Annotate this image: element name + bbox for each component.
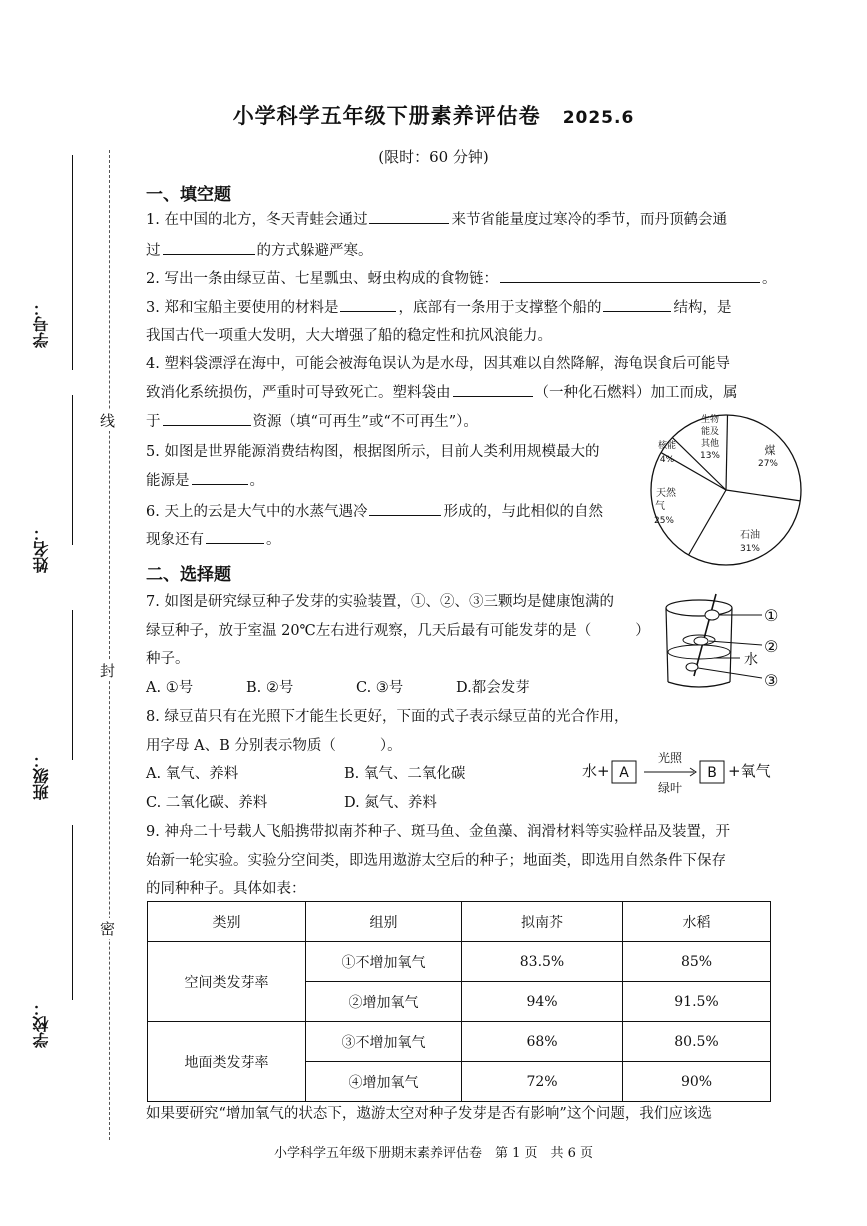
q6-text: 。 bbox=[266, 532, 281, 548]
pie-pct-oil: 31% bbox=[739, 544, 761, 554]
seal-char-seal: 封 bbox=[100, 662, 116, 680]
title-text: 小学科学五年级下册素养评估卷 bbox=[232, 103, 541, 128]
q6-blank2[interactable] bbox=[206, 527, 264, 544]
q1-text: 的方式躲避严寒。 bbox=[256, 243, 373, 259]
q9-line3: 的同种种子。具体如表： bbox=[146, 881, 306, 897]
beaker-label-water: 水 bbox=[744, 652, 758, 668]
q2-text: 。 bbox=[761, 271, 777, 287]
q8-option-b[interactable]: B. 氧气、二氧化碳 bbox=[344, 766, 466, 782]
page-title bbox=[0, 100, 867, 130]
beaker-label-1: ① bbox=[764, 606, 779, 625]
pie-label-nuclear: 核能 bbox=[657, 441, 677, 451]
formula-water: 水+ bbox=[582, 762, 610, 780]
q1-line1 bbox=[146, 204, 727, 237]
q3-text: ，底部有一条用于支撑整个船的 bbox=[398, 300, 602, 316]
q7-line3: 种子。 bbox=[146, 651, 190, 667]
q4-text: （一种化石燃料）加工而成，属 bbox=[534, 385, 738, 401]
pie-pct-nuclear: 4% bbox=[659, 455, 675, 465]
table-cell: 80.5% bbox=[623, 1022, 771, 1062]
q1-blank1[interactable] bbox=[369, 207, 449, 224]
q4-text: 致消化系统损伤，严重时可导致死亡。塑料袋由 bbox=[146, 385, 451, 401]
beaker-label-2: ② bbox=[764, 637, 779, 656]
pie-pct-bio: 13% bbox=[699, 451, 721, 461]
section1-heading: 一、填空题 bbox=[146, 185, 231, 205]
q7-option-a[interactable]: A. ①号 bbox=[146, 680, 194, 696]
q1-text: 来节省能量度过寒冷的季节，而丹顶鹤会通 bbox=[451, 212, 727, 228]
binding-line bbox=[72, 155, 73, 370]
table-category: 空间类发芽率 bbox=[148, 942, 306, 1022]
beaker-label-3: ③ bbox=[764, 671, 779, 690]
q8-line1: 8. 绿豆苗只有在光照下才能生长更好，下面的式子表示绿豆苗的光合作用， bbox=[146, 709, 629, 725]
energy-pie-chart bbox=[646, 408, 806, 568]
seal-line bbox=[109, 150, 111, 1140]
q6-text: 6. 天上的云是大气中的水蒸气遇冷 bbox=[146, 504, 368, 520]
pie-label-oil: 石油 bbox=[740, 530, 760, 541]
binding-line bbox=[72, 395, 73, 545]
page-footer: 小学科学五年级下册期末素养评估卷 第 1 页 共 6 页 bbox=[273, 1146, 594, 1161]
table-header: 拟南芥 bbox=[462, 902, 623, 942]
student-no-label: 学号： bbox=[32, 300, 51, 348]
q3-text: 结构，是 bbox=[673, 300, 732, 316]
q2-blank[interactable] bbox=[500, 266, 760, 283]
formula-oxygen: +氧气 bbox=[728, 762, 771, 780]
q7-option-c[interactable]: C. ③号 bbox=[356, 680, 404, 696]
table-cell: 94% bbox=[462, 982, 623, 1022]
seal-char-line: 线 bbox=[100, 412, 116, 430]
q4-text: 于 bbox=[146, 414, 161, 430]
q7-line1: 7. 如图是研究绿豆种子发芽的实验装置，①、②、③三颗均是健康饱满的 bbox=[146, 594, 614, 610]
table-cell: ③不增加氧气 bbox=[306, 1022, 462, 1062]
q3-line2: 我国古代一项重大发明，大大增强了船的稳定性和抗风浪能力。 bbox=[146, 328, 552, 344]
q5-text: 。 bbox=[249, 473, 264, 489]
q4-line1: 4. 塑料袋漂浮在海中，可能会被海龟误认为是水母，因其难以自然降解，海龟误食后可能导 bbox=[146, 356, 730, 372]
q2-text: 2. 写出一条由绿豆苗、七星瓢虫、蚜虫构成的食物链： bbox=[146, 271, 498, 287]
table-cell: 85% bbox=[623, 942, 771, 982]
table-cell: 90% bbox=[623, 1062, 771, 1102]
pie-label-bio-2: 能及 bbox=[700, 427, 720, 437]
table-header: 水稻 bbox=[623, 902, 771, 942]
q7-option-d[interactable]: D.都会发芽 bbox=[456, 680, 530, 696]
q7-text: ） bbox=[635, 623, 650, 639]
formula-a: A bbox=[619, 765, 629, 781]
q4-blank2[interactable] bbox=[163, 409, 251, 426]
table-cell: ①不增加氧气 bbox=[306, 942, 462, 982]
q3-text: 3. 郑和宝船主要使用的材料是 bbox=[146, 300, 339, 316]
q1-text: 过 bbox=[146, 243, 161, 259]
q9-line1: 9. 神舟二十号载人飞船携带拟南芥种子、斑马鱼、金鱼藻、润滑材料等实验样品及装置，开 bbox=[146, 824, 730, 840]
table-cell: 83.5% bbox=[462, 942, 623, 982]
q6-text: 形成的，与此相似的自然 bbox=[443, 504, 603, 520]
pie-label-bio-1: 生物 bbox=[700, 415, 720, 425]
q1-text: 1. 在中国的北方，冬天青蛙会通过 bbox=[146, 212, 368, 228]
q7-line2 bbox=[146, 615, 650, 648]
year: 2025.6 bbox=[562, 108, 635, 128]
q4-blank1[interactable] bbox=[453, 380, 533, 397]
section2-heading: 二、选择题 bbox=[146, 565, 231, 585]
q4-line3 bbox=[146, 406, 478, 439]
beaker-figure bbox=[654, 590, 784, 695]
q8-option-c[interactable]: C. 二氧化碳、养料 bbox=[146, 795, 268, 811]
table-cell: 72% bbox=[462, 1062, 623, 1102]
pie-label-bio-3: 其他 bbox=[700, 439, 720, 449]
table-header-row bbox=[148, 902, 771, 942]
pie-pct-coal: 27% bbox=[757, 459, 779, 469]
q8-option-d[interactable]: D. 氮气、养料 bbox=[344, 795, 437, 811]
q9-question-line: 如果要研究“增加氧气的状态下，遨游太空对种子发芽是否有影响”这个问题，我们应该选 bbox=[146, 1106, 712, 1122]
q5-text: 能源是 bbox=[146, 473, 190, 489]
binding-line bbox=[72, 610, 73, 760]
q3-blank1[interactable] bbox=[340, 295, 396, 312]
q8-option-a[interactable]: A. 氧气、养料 bbox=[146, 766, 239, 782]
q6-blank1[interactable] bbox=[369, 499, 441, 516]
seal-char-secret: 密 bbox=[100, 920, 116, 938]
binding-line bbox=[72, 825, 73, 1000]
table-row bbox=[148, 1022, 771, 1062]
school-label: 学校： bbox=[32, 1000, 51, 1048]
q6-line2 bbox=[146, 524, 281, 557]
germination-table bbox=[147, 901, 771, 1102]
table-category: 地面类发芽率 bbox=[148, 1022, 306, 1102]
table-header: 类别 bbox=[148, 902, 306, 942]
time-limit: (限时：60 分钟) bbox=[378, 148, 489, 166]
pie-pct-gas: 25% bbox=[653, 516, 675, 526]
formula-light: 光照 bbox=[657, 751, 683, 765]
q5-blank[interactable] bbox=[192, 468, 248, 485]
photosynthesis-formula bbox=[578, 744, 778, 800]
q1-blank2[interactable] bbox=[163, 238, 255, 255]
table-cell: 68% bbox=[462, 1022, 623, 1062]
pie-label-coal: 煤 bbox=[764, 444, 776, 457]
q5-line1: 5. 如图是世界能源消费结构图，根据图所示，目前人类利用规模最大的 bbox=[146, 444, 600, 460]
table-header: 组别 bbox=[306, 902, 462, 942]
q6-text: 现象还有 bbox=[146, 532, 204, 548]
q4-text: 资源（填“可再生”或“不可再生”）。 bbox=[252, 414, 478, 430]
pie-label-gas-1: 天然 bbox=[656, 488, 676, 499]
class-label: 班级： bbox=[32, 752, 51, 800]
q8-text: ）。 bbox=[379, 738, 402, 754]
table-cell: ④增加氧气 bbox=[306, 1062, 462, 1102]
table-cell: ②增加氧气 bbox=[306, 982, 462, 1022]
q8-text: 用字母 A、B 分别表示物质（ bbox=[146, 738, 336, 754]
q5-line2 bbox=[146, 465, 264, 498]
q3-blank2[interactable] bbox=[603, 295, 671, 312]
pie-label-gas-2: 气 bbox=[655, 501, 665, 512]
q9-line2: 始新一轮实验。实验分空间类，即选用遨游太空后的种子；地面类，即选用自然条件下保存 bbox=[146, 853, 726, 869]
q7-text: 绿豆种子，放于室温 20℃左右进行观察，几天后最有可能发芽的是（ bbox=[146, 623, 592, 639]
name-label: 姓名： bbox=[32, 525, 51, 573]
formula-leaf: 绿叶 bbox=[657, 781, 683, 795]
table-cell: 91.5% bbox=[623, 982, 771, 1022]
formula-b: B bbox=[707, 765, 717, 781]
table-row bbox=[148, 942, 771, 982]
q7-option-b[interactable]: B. ②号 bbox=[246, 680, 294, 696]
